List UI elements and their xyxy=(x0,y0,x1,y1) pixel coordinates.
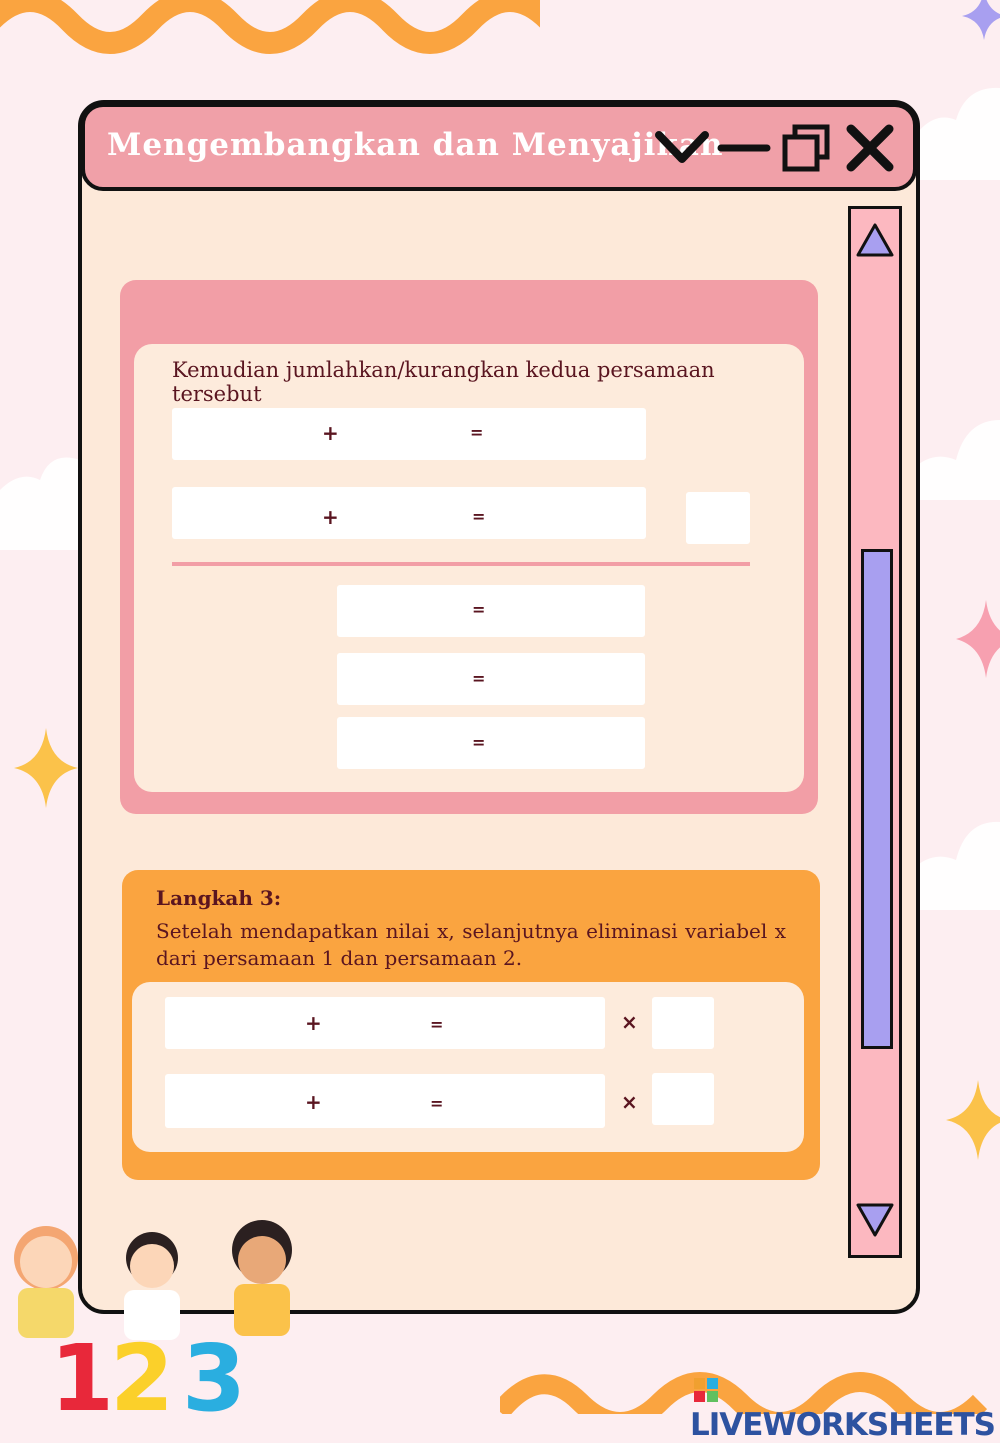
equals-sign: = xyxy=(472,733,486,752)
equals-sign: = xyxy=(470,423,484,442)
plus-sign: + xyxy=(305,1011,322,1035)
equation-row-1[interactable] xyxy=(165,997,605,1049)
minimize-icon[interactable] xyxy=(717,123,771,173)
cloud-left-decoration xyxy=(0,430,80,550)
vertical-scrollbar[interactable] xyxy=(848,206,902,1258)
svg-text:2: 2 xyxy=(110,1325,175,1414)
result-row-2[interactable] xyxy=(337,653,645,705)
svg-text:1: 1 xyxy=(50,1325,115,1414)
chevron-down-icon[interactable] xyxy=(655,123,709,173)
window-title: Mengembangkan dan Menyajikan xyxy=(107,127,724,163)
step-description: Setelah mendapatkan nilai x, selanjutnya eliminasi variabel x dari persamaan 1 dan persamaan 2. xyxy=(156,919,786,970)
sparkle-right-yellow-icon xyxy=(946,1080,1000,1160)
title-bar xyxy=(81,103,917,191)
equals-sign: = xyxy=(472,600,486,619)
restore-icon[interactable] xyxy=(779,123,833,173)
plus-sign: + xyxy=(305,1090,322,1114)
multiplier-input-2[interactable] xyxy=(652,1073,714,1125)
result-row-1[interactable] xyxy=(337,585,645,637)
wavy-top-decoration xyxy=(0,0,540,60)
equals-sign: = xyxy=(472,507,486,526)
equation-row-2[interactable] xyxy=(165,1074,605,1128)
instruction-text: Kemudian jumlahkan/kurangkan kedua persamaan tersebut xyxy=(172,358,715,406)
equals-sign: = xyxy=(472,669,486,688)
step-3-card xyxy=(122,870,820,1180)
step-title: Langkah 3: xyxy=(156,886,282,910)
equals-sign: = xyxy=(430,1015,444,1034)
cloud-right-lower-decoration xyxy=(912,810,1000,910)
brand-name xyxy=(690,1371,1000,1443)
times-sign: × xyxy=(621,1010,638,1034)
plus-sign: + xyxy=(322,505,339,529)
plus-sign: + xyxy=(322,421,339,445)
sparkle-left-icon xyxy=(14,728,78,808)
operation-input[interactable] xyxy=(686,492,750,544)
brand-text: LIVEWORKSHEETS xyxy=(690,1407,995,1443)
sparkle-top-right-icon xyxy=(960,0,1000,40)
cloud-right-decoration xyxy=(912,400,1000,500)
sum-divider-line xyxy=(172,562,750,566)
equation-row-1[interactable] xyxy=(172,408,646,460)
elimination-card-body xyxy=(134,344,804,792)
step-3-card-body xyxy=(132,982,804,1152)
scroll-up-arrow-icon[interactable] xyxy=(855,221,895,261)
equals-sign: = xyxy=(430,1094,444,1113)
scroll-down-arrow-icon[interactable] xyxy=(855,1199,895,1239)
kids-illustration xyxy=(0,1214,330,1414)
elimination-card xyxy=(120,280,818,814)
equation-row-2[interactable] xyxy=(172,487,646,539)
app-window xyxy=(78,100,920,1314)
svg-text:3: 3 xyxy=(182,1325,247,1414)
result-row-3[interactable] xyxy=(337,717,645,769)
close-icon[interactable] xyxy=(843,123,897,173)
scrollbar-thumb[interactable] xyxy=(861,549,893,1049)
cloud-top-right-decoration xyxy=(912,80,1000,180)
multiplier-input-1[interactable] xyxy=(652,997,714,1049)
times-sign: × xyxy=(621,1090,638,1114)
sparkle-right-pink-icon xyxy=(956,600,1000,678)
